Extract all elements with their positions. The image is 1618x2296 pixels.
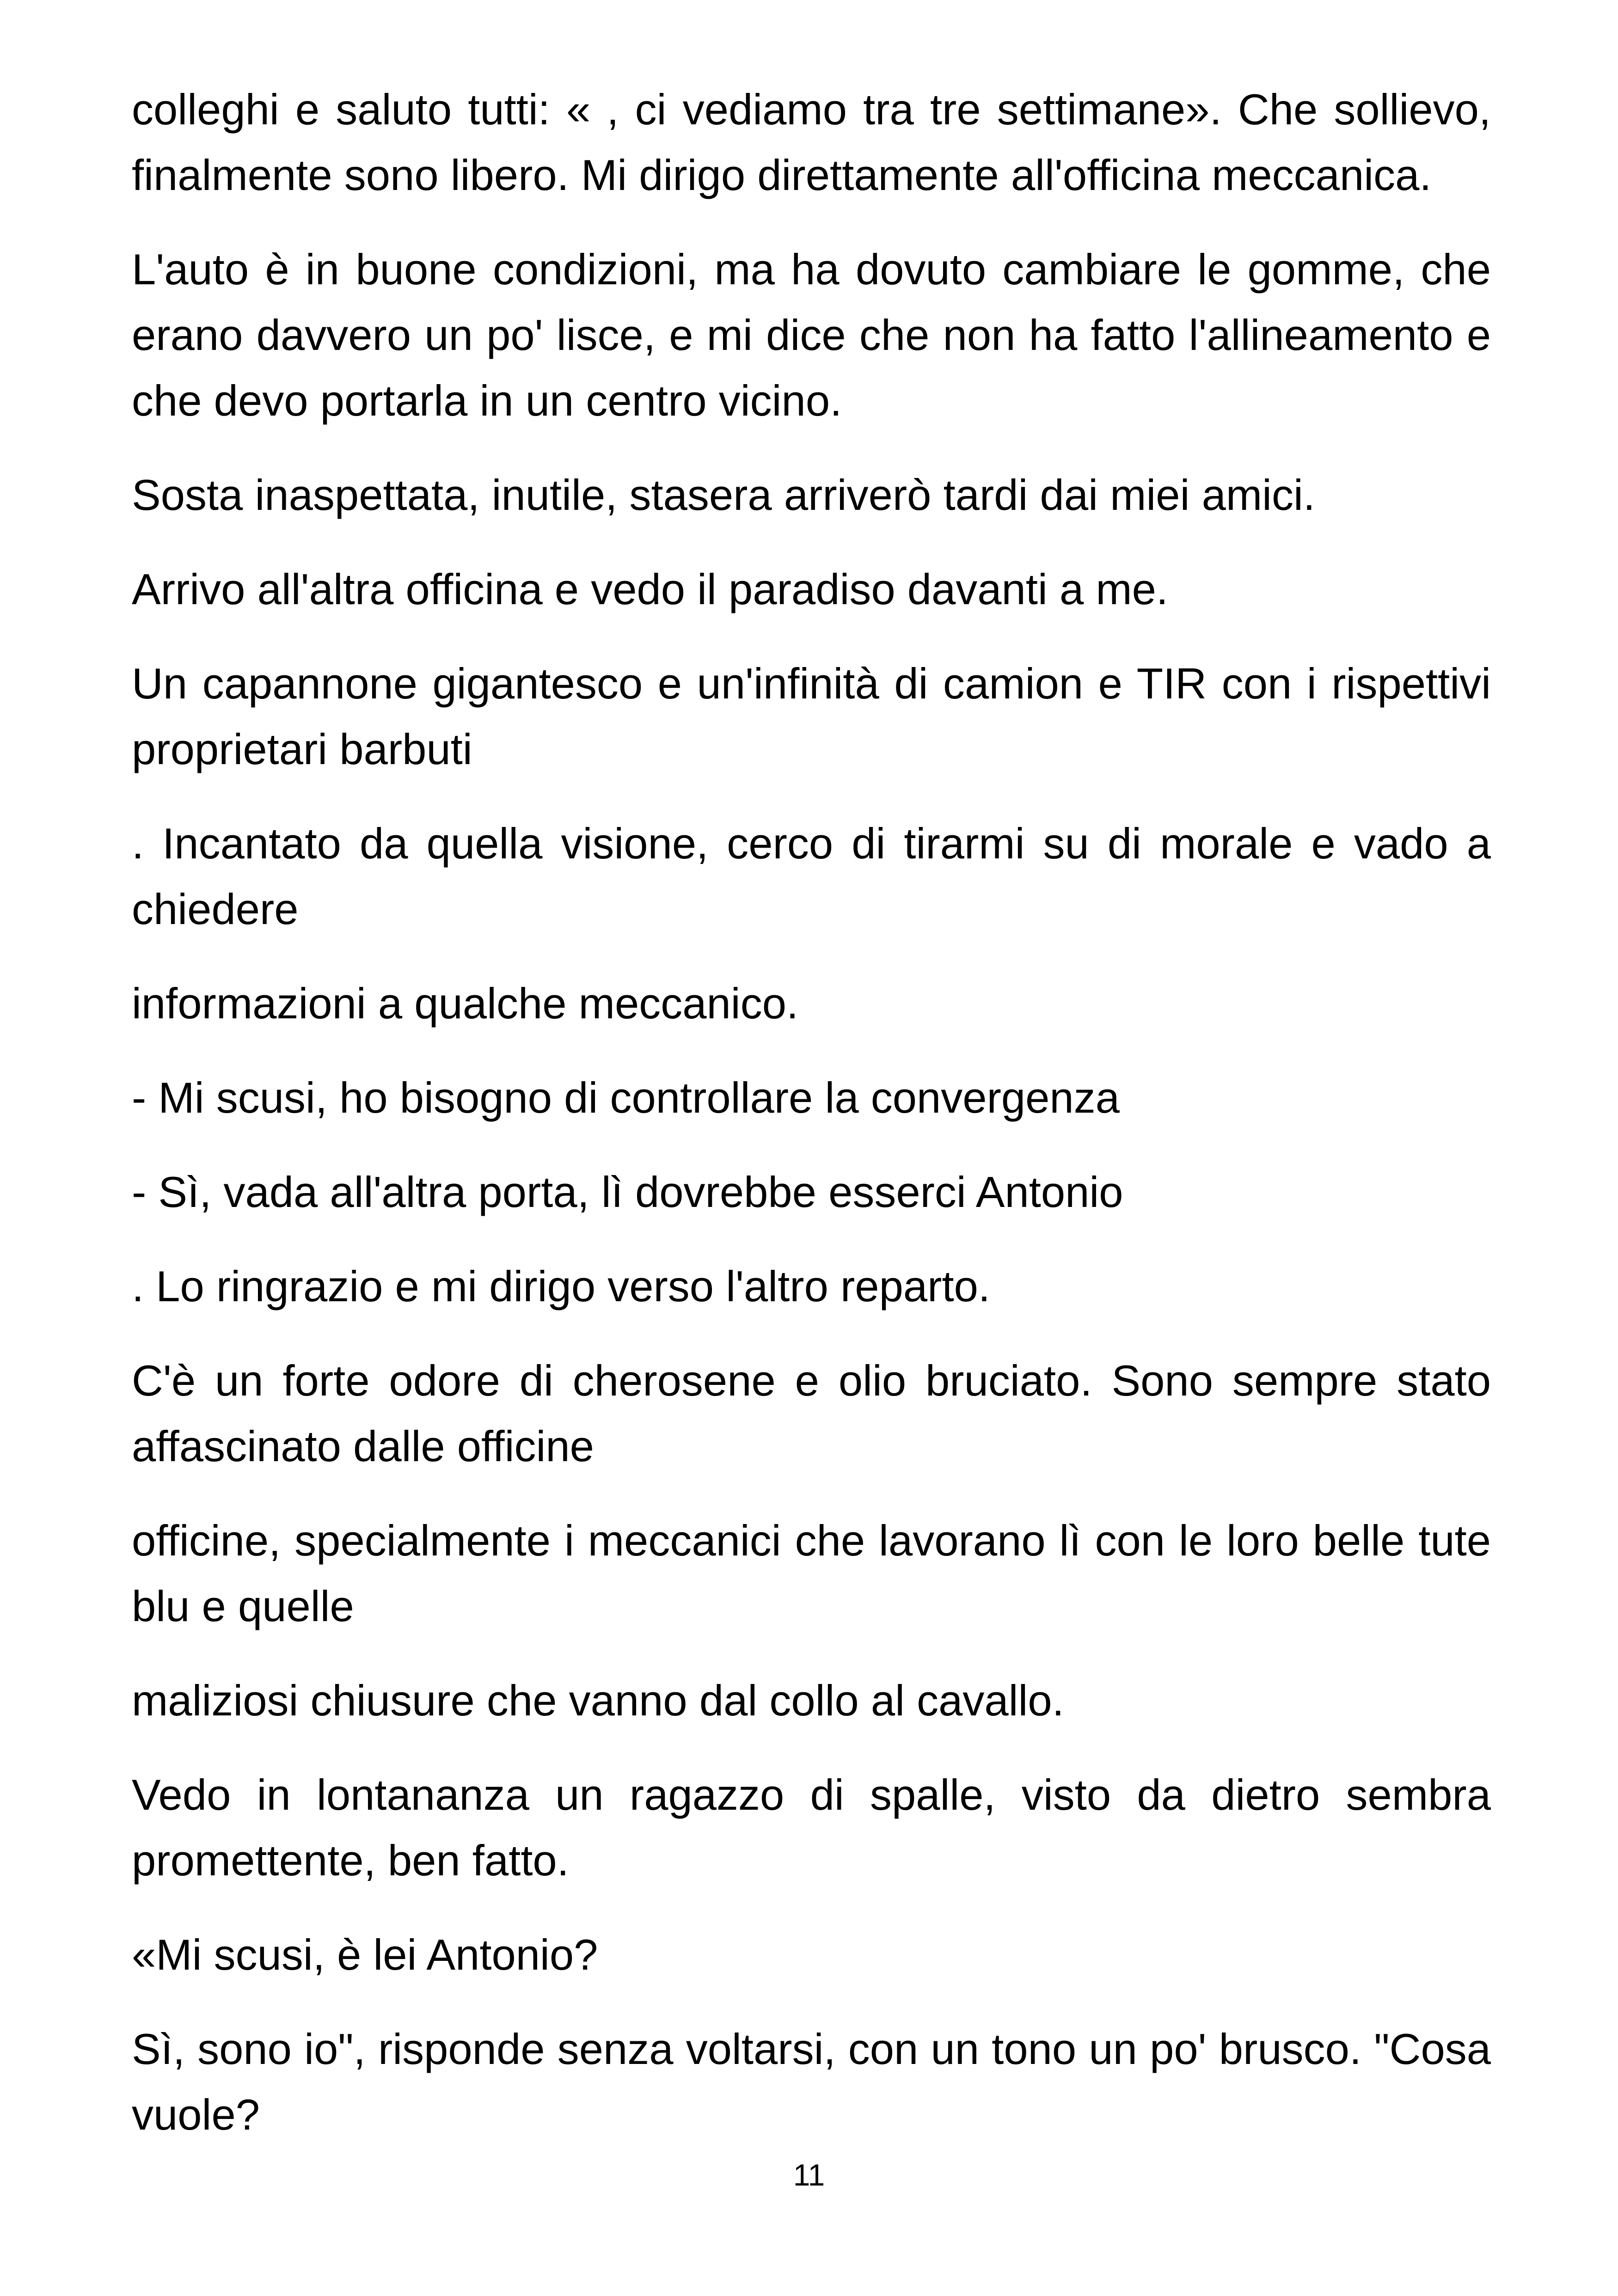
paragraph: Vedo in lontananza un ragazzo di spalle, visto da dietro sembra promettente, ben fatto. [132, 1770, 1491, 1885]
paragraph: - Sì, vada all'altra porta, lì dovrebbe esserci Antonio [132, 1168, 1123, 1216]
paragraph: L'auto è in buone condizioni, ma ha dovuto cambiare le gomme, che erano davvero un po' lisce, e mi dice che non ha fatto l'allineamento e che devo portarla in un centro vicino. [132, 245, 1491, 425]
paragraph: officine, specialmente i meccanici che lavorano lì con le loro belle tute blu e quelle [132, 1516, 1491, 1630]
paragraph: C'è un forte odore di cherosene e olio bruciato. Sono sempre stato affascinato dalle officine [132, 1356, 1491, 1470]
paragraph: maliziosi chiusure che vanno dal collo al cavallo. [132, 1676, 1064, 1725]
paragraph: informazioni a qualche meccanico. [132, 979, 799, 1028]
paragraph: «Mi scusi, è lei Antonio? [132, 1930, 598, 1979]
paragraph: colleghi e saluto tutti: « , ci vediamo tra tre settimane». Che sollievo, finalmente sono libero. Mi dirigo direttamente all'officina meccanica. [132, 85, 1491, 199]
paragraph: Arrivo all'altra officina e vedo il paradiso davanti a me. [132, 565, 1169, 613]
paragraph: - Mi scusi, ho bisogno di controllare la convergenza [132, 1073, 1120, 1122]
page-number: 11 [793, 2158, 825, 2192]
paragraph: . Incantato da quella visione, cerco di tirarmi su di morale e vado a chiedere [132, 819, 1491, 933]
paragraph: Sosta inaspettata, inutile, stasera arriverò tardi dai miei amici. [132, 471, 1316, 519]
paragraph: Sì, sono io", risponde senza voltarsi, con un tono un po' brusco. "Cosa vuole? [132, 2025, 1491, 2139]
page-body [132, 77, 1491, 2176]
paragraph: . Lo ringrazio e mi dirigo verso l'altro reparto. [132, 1262, 990, 1310]
paragraph: Un capannone gigantesco e un'infinità di camion e TIR con i rispettivi proprietari barbuti [132, 659, 1491, 773]
